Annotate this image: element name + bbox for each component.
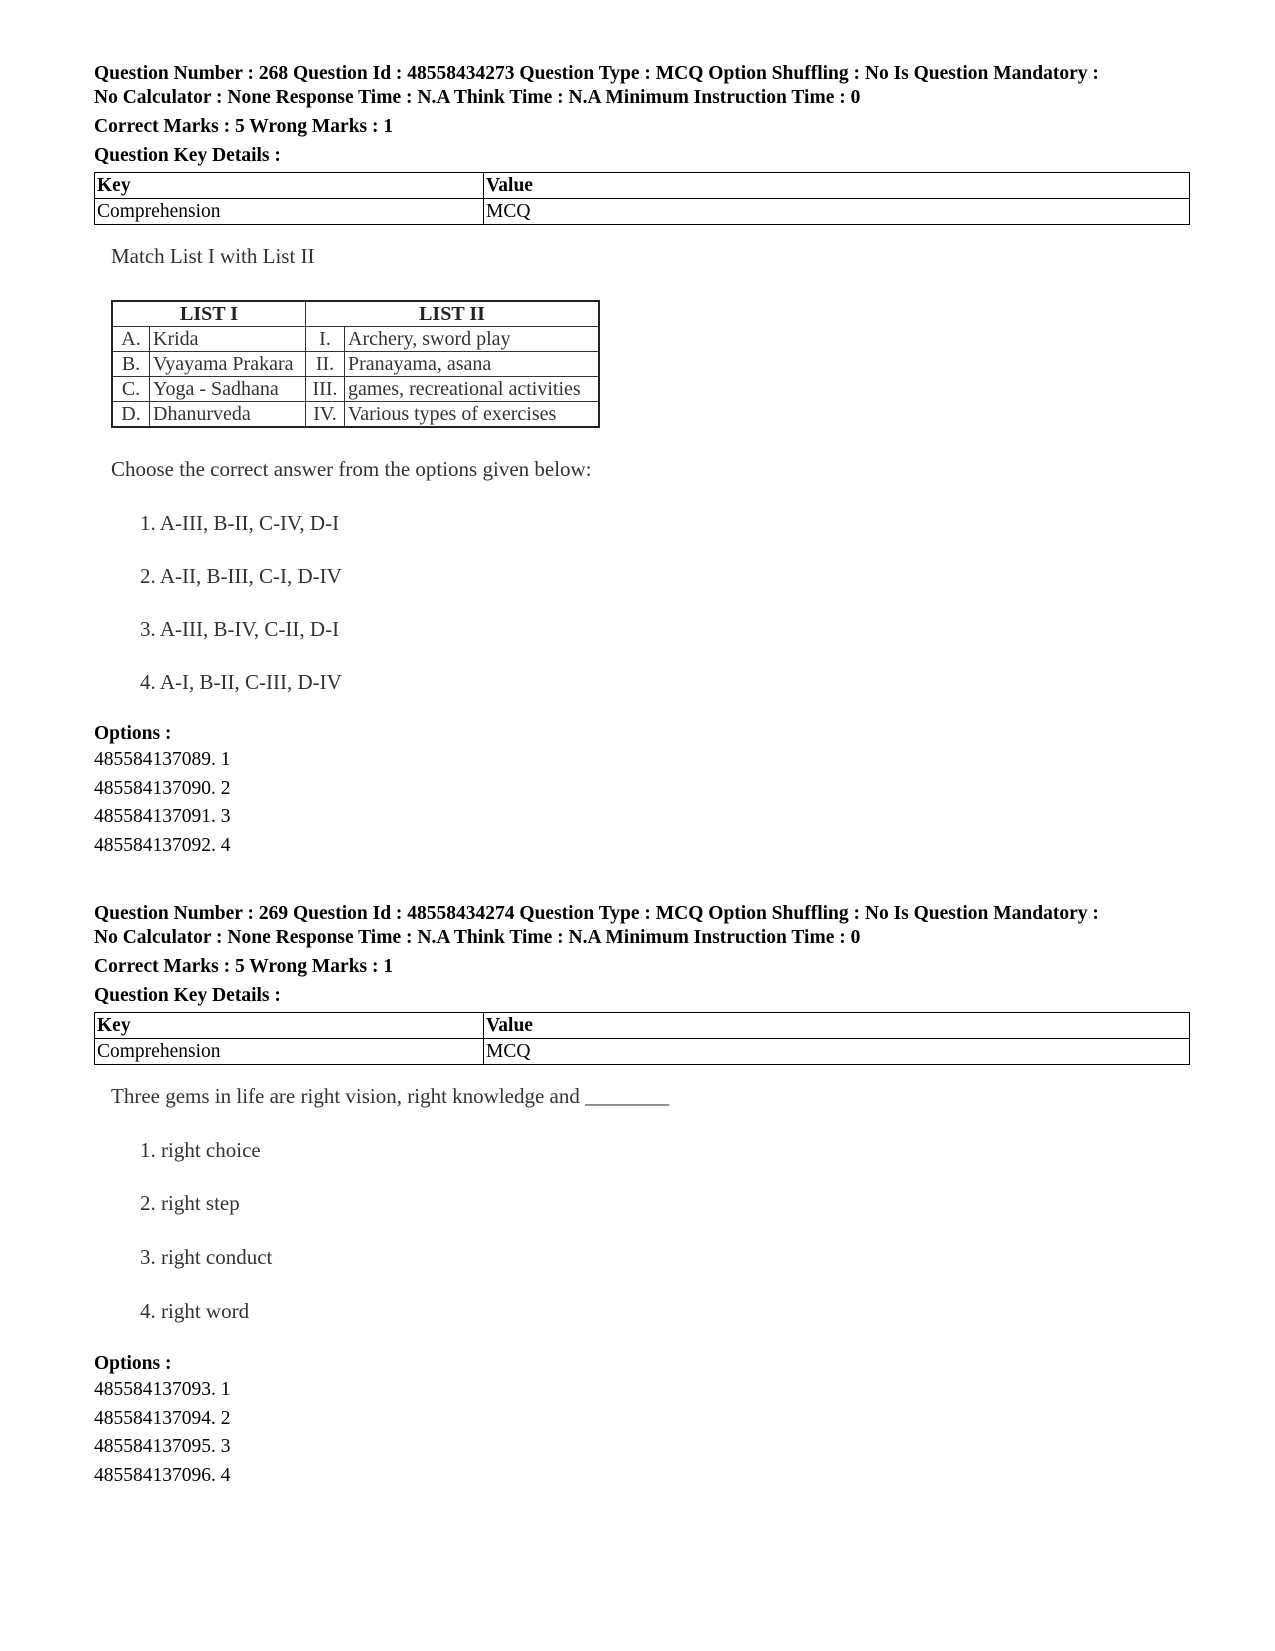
row-letter: A.	[112, 327, 150, 352]
key-details-label: Question Key Details :	[94, 985, 281, 1006]
match-table-row	[112, 377, 599, 402]
match-list-table	[111, 300, 600, 428]
marks-line: Correct Marks : 5 Wrong Marks : 1	[94, 116, 394, 137]
row-letter: C.	[112, 377, 150, 402]
list-1-item: Krida	[150, 327, 306, 352]
question-meta-line-1: Question Number : 268 Question Id : 48558434273 Question Type : MCQ Option Shuffling : No Is Question Mandatory :	[94, 63, 1099, 84]
value-header: Value	[484, 173, 1190, 199]
question-269-options	[94, 1352, 1194, 1490]
question-meta-line-2: No Calculator : None Response Time : N.A Think Time : N.A Minimum Instruction Time : 0	[94, 87, 861, 108]
key-details-table	[94, 1012, 1190, 1065]
key-header: Key	[95, 1013, 484, 1039]
match-table-wrapper	[111, 300, 600, 428]
match-table-header-row	[112, 301, 599, 327]
option-item: 485584137089. 1	[94, 749, 231, 770]
list-1-item: Yoga - Sadhana	[150, 377, 306, 402]
question-stem: Match List I with List II	[111, 244, 315, 268]
key-details-label: Question Key Details :	[94, 145, 281, 166]
option-item: 485584137091. 3	[94, 806, 231, 827]
question-269-header	[94, 902, 1194, 1065]
marks-line: Correct Marks : 5 Wrong Marks : 1	[94, 956, 394, 977]
answer-choice: 1. right choice	[140, 1138, 261, 1162]
option-item: 485584137092. 4	[94, 834, 231, 856]
row-numeral: I.	[306, 327, 345, 352]
list-2-item: Pranayama, asana	[345, 352, 600, 377]
value-cell: MCQ	[484, 199, 1190, 225]
answer-choice: 2. right step	[140, 1191, 240, 1215]
options-label: Options :	[94, 1353, 172, 1374]
answer-choice: 3. A-III, B-IV, C-II, D-I	[140, 617, 340, 641]
answer-choice: 4. right word	[140, 1299, 250, 1323]
list-2-item: Various types of exercises	[345, 402, 600, 428]
key-header: Key	[95, 173, 484, 199]
list-2-item: games, recreational activities	[345, 377, 600, 402]
value-header: Value	[484, 1013, 1190, 1039]
key-table-row	[95, 1039, 1190, 1065]
key-cell: Comprehension	[95, 1039, 484, 1065]
options-label: Options :	[94, 723, 172, 744]
key-table-header-row	[95, 173, 1190, 199]
row-numeral: IV.	[306, 402, 345, 428]
option-item: 485584137095. 3	[94, 1436, 231, 1457]
option-item: 485584137096. 4	[94, 1464, 231, 1486]
question-269-stem	[111, 1082, 669, 1110]
match-table-row	[112, 327, 599, 352]
option-item: 485584137093. 1	[94, 1379, 231, 1400]
answer-choice: 2. A-II, B-III, C-I, D-IV	[140, 564, 342, 588]
value-cell: MCQ	[484, 1039, 1190, 1065]
list-2-item: Archery, sword play	[345, 327, 600, 352]
option-item: 485584137090. 2	[94, 777, 231, 799]
row-letter: D.	[112, 402, 150, 428]
question-268-stem	[111, 242, 315, 270]
question-268-instruction	[111, 455, 592, 483]
question-meta-line-2: No Calculator : None Response Time : N.A Think Time : N.A Minimum Instruction Time : 0	[94, 927, 861, 948]
option-item: 485584137094. 2	[94, 1407, 231, 1429]
match-table-row	[112, 402, 599, 428]
list-1-item: Vyayama Prakara	[150, 352, 306, 377]
answer-choice: 3. right conduct	[140, 1245, 273, 1269]
key-details-table	[94, 172, 1190, 225]
list-1-header: LIST I	[112, 301, 306, 327]
row-numeral: III.	[306, 377, 345, 402]
instruction-text: Choose the correct answer from the options given below:	[111, 457, 592, 481]
key-cell: Comprehension	[95, 199, 484, 225]
answer-choice: 1. A-III, B-II, C-IV, D-I	[140, 511, 340, 535]
question-stem: Three gems in life are right vision, right knowledge and ________	[111, 1084, 670, 1108]
list-1-item: Dhanurveda	[150, 402, 306, 428]
row-numeral: II.	[306, 352, 345, 377]
match-table-row	[112, 352, 599, 377]
question-268-options	[94, 722, 1194, 860]
answer-choice: 4. A-I, B-II, C-III, D-IV	[140, 670, 342, 694]
row-letter: B.	[112, 352, 150, 377]
key-table-header-row	[95, 1013, 1190, 1039]
question-268-header	[94, 62, 1194, 225]
key-table-row	[95, 199, 1190, 225]
list-2-header: LIST II	[306, 301, 600, 327]
question-meta-line-1: Question Number : 269 Question Id : 48558434274 Question Type : MCQ Option Shuffling : No Is Question Mandatory :	[94, 903, 1099, 924]
